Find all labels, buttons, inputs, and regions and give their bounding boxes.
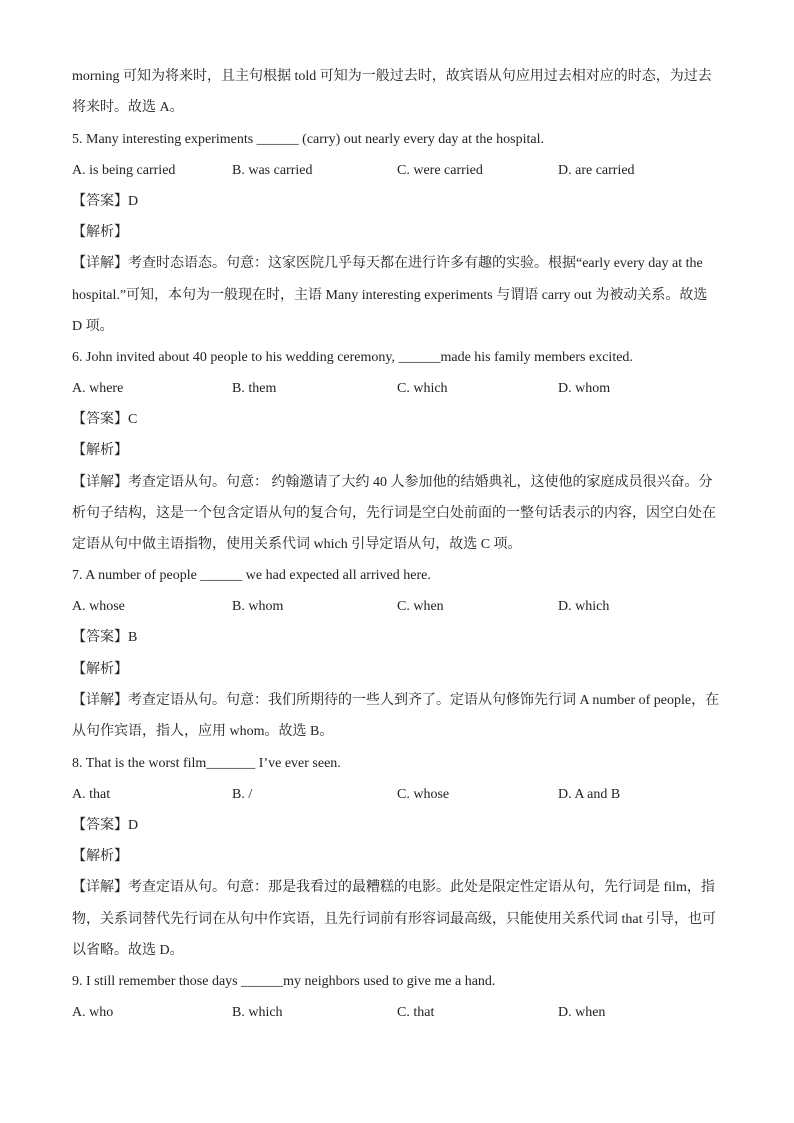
option-d: D. which	[558, 599, 610, 614]
explanation-line: 定语从句中做主语指物，使用关系代词 which 引导定语从句，故选 C 项。	[72, 537, 522, 552]
answer-label: 【答案】C	[72, 412, 138, 427]
explanation-line: 【详解】考查时态语态。句意：这家医院几乎每天都在进行许多有趣的实验。根据“early every day at the	[72, 256, 703, 271]
analysis-label: 【解析】	[72, 443, 128, 458]
option-c: C. were carried	[397, 163, 483, 178]
option-c: C. when	[397, 599, 444, 614]
question-5-options	[72, 161, 722, 181]
option-c: C. that	[397, 1005, 435, 1020]
explanation-line: 析句子结构，这是一个包含定语从句的复合句，先行词是空白处前面的一整句话表示的内容，因空白处在	[72, 506, 716, 521]
option-b: B. whom	[232, 599, 284, 614]
explanation-line: D 项。	[72, 319, 114, 334]
question-5: 5. Many interesting experiments ______ (carry) out nearly every day at the hospital.	[72, 132, 544, 147]
option-b: B. /	[232, 787, 253, 802]
option-d: D. A and B	[558, 787, 621, 802]
analysis-label: 【解析】	[72, 225, 128, 240]
option-a: A. where	[72, 381, 124, 396]
explanation-line: 物，关系词替代先行词在从句中作宾语，且先行词前有形容词最高级，只能使用关系代词 that 引导，也可	[72, 912, 716, 927]
option-a: A. whose	[72, 599, 125, 614]
option-d: D. whom	[558, 381, 611, 396]
explanation-line: hospital.”可知，本句为一般现在时，主语 Many interesting experiments 与谓语 carry out 为被动关系。故选	[72, 288, 708, 303]
option-c: C. whose	[397, 787, 450, 802]
question-8: 8. That is the worst film_______ I’ve ever seen.	[72, 756, 341, 771]
explanation-line: 以省略。故选 D。	[72, 943, 184, 958]
text-line: morning 可知为将来时，且主句根据 told 可知为一般过去时，故宾语从句应用过去相对应的时态，为过去	[72, 69, 712, 84]
explanation-line: 【详解】考查定语从句。句意： 约翰邀请了大约 40 人参加他的结婚典礼，这使他的家庭成员很兴奋。分	[72, 475, 713, 490]
answer-label: 【答案】D	[72, 194, 139, 209]
question-9: 9. I still remember those days ______my neighbors used to give me a hand.	[72, 974, 496, 989]
option-a: A. is being carried	[72, 163, 176, 178]
question-8-options	[72, 785, 722, 805]
option-b: B. was carried	[232, 163, 313, 178]
text-line: 将来时。故选 A。	[72, 100, 184, 115]
question-7: 7. A number of people ______ we had expected all arrived here.	[72, 568, 431, 583]
analysis-label: 【解析】	[72, 662, 128, 677]
explanation-line: 【详解】考查定语从句。句意：我们所期待的一些人到齐了。定语从句修饰先行词 A number of people，在	[72, 693, 720, 708]
option-a: A. who	[72, 1005, 114, 1020]
option-b: B. which	[232, 1005, 283, 1020]
answer-label: 【答案】B	[72, 630, 138, 645]
option-a: A. that	[72, 787, 111, 802]
question-6: 6. John invited about 40 people to his wedding ceremony, ______made his family members excited.	[72, 350, 633, 365]
question-9-options	[72, 1003, 722, 1023]
explanation-line: 从句作宾语，指人，应用 whom。故选 B。	[72, 724, 334, 739]
question-7-options	[72, 597, 722, 617]
question-6-options	[72, 379, 722, 399]
analysis-label: 【解析】	[72, 849, 128, 864]
option-d: D. when	[558, 1005, 606, 1020]
option-b: B. them	[232, 381, 277, 396]
option-c: C. which	[397, 381, 448, 396]
answer-label: 【答案】D	[72, 818, 139, 833]
explanation-line: 【详解】考查定语从句。句意：那是我看过的最糟糕的电影。此处是限定性定语从句，先行词是 film，指	[72, 880, 715, 895]
option-d: D. are carried	[558, 163, 635, 178]
